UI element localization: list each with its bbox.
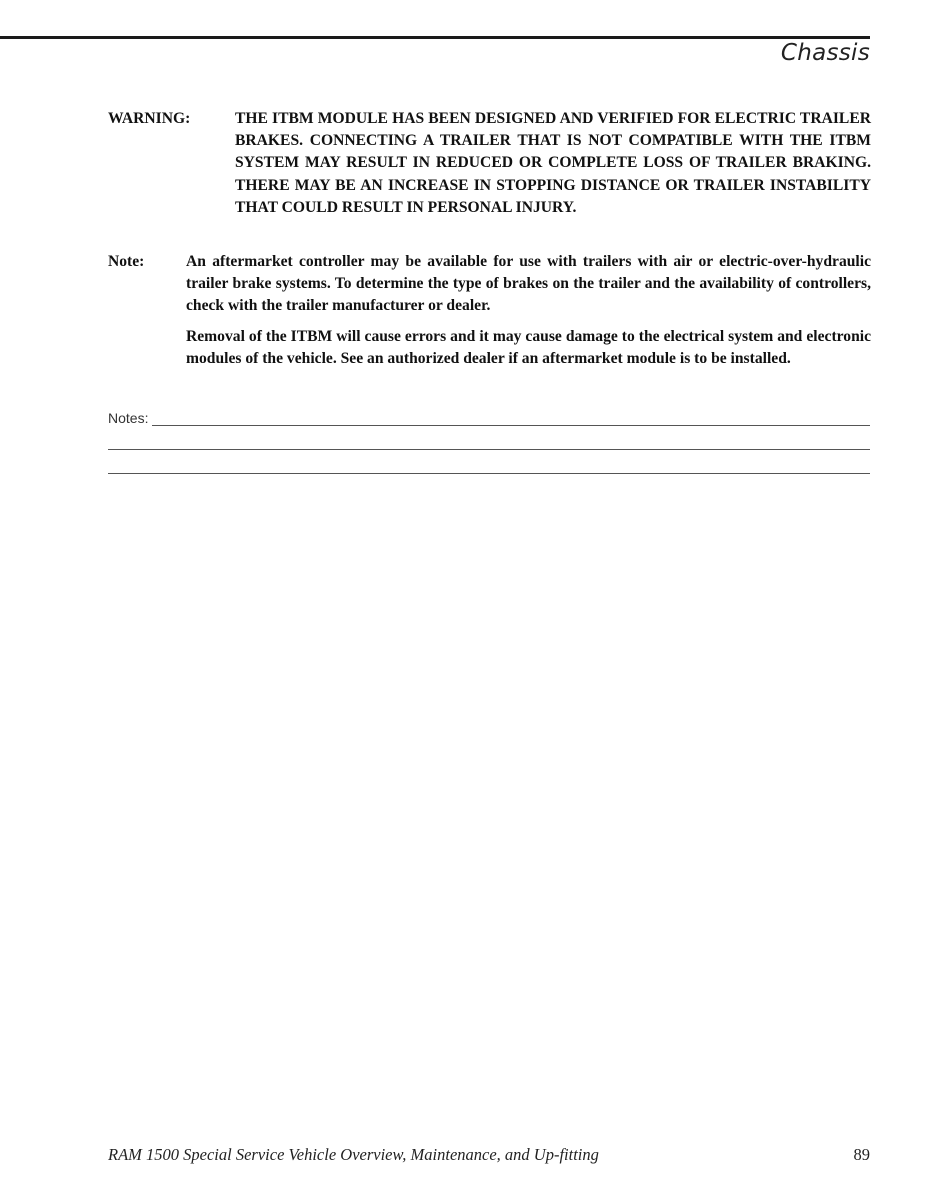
notes-row: [108, 450, 870, 474]
note-body: [186, 251, 871, 378]
warning-text: THE ITBM MODULE HAS BEEN DESIGNED AND VERIFIED FOR ELECTRIC TRAILER BRAKES. CONNECTING A TRAILER THAT IS NOT COMPATIBLE WITH THE ITBM SYSTEM MAY RESULT IN REDUCED OR COMPLETE LOSS OF TRAILER BRAKING. THERE MAY BE AN INCREASE IN STOPPING DISTANCE OR TRAILER INSTABILITY THAT COULD RESULT IN PERSONAL INJURY.: [235, 110, 871, 216]
note-label: Note:: [108, 253, 145, 270]
note-paragraph: Removal of the ITBM will cause errors and it may cause damage to the electrical system and electronic modules of the vehicle. See an authorized dealer if an aftermarket module is to be installed.: [186, 327, 871, 367]
notes-area: [108, 402, 870, 474]
header-rule: [0, 36, 870, 39]
notes-line[interactable]: [108, 459, 870, 474]
notes-line[interactable]: [152, 411, 870, 426]
page-number: 89: [853, 1145, 870, 1164]
footer-title: RAM 1500 Special Service Vehicle Overview, Maintenance, and Up-fitting: [108, 1145, 599, 1164]
note-block: [108, 251, 871, 378]
note-paragraph: An aftermarket controller may be available for use with trailers with air or electric-over-hydraulic trailer brake systems. To determine the type of brakes on the trailer and the availability of controllers, check with the trailer manufacturer or dealer.: [186, 253, 871, 315]
section-title: Chassis: [780, 40, 870, 66]
warning-label: WARNING:: [108, 110, 191, 127]
notes-row: [108, 426, 870, 450]
notes-label: Notes:: [108, 410, 149, 426]
notes-line[interactable]: [108, 435, 870, 450]
notes-row: [108, 402, 870, 426]
warning-block: [108, 108, 871, 219]
